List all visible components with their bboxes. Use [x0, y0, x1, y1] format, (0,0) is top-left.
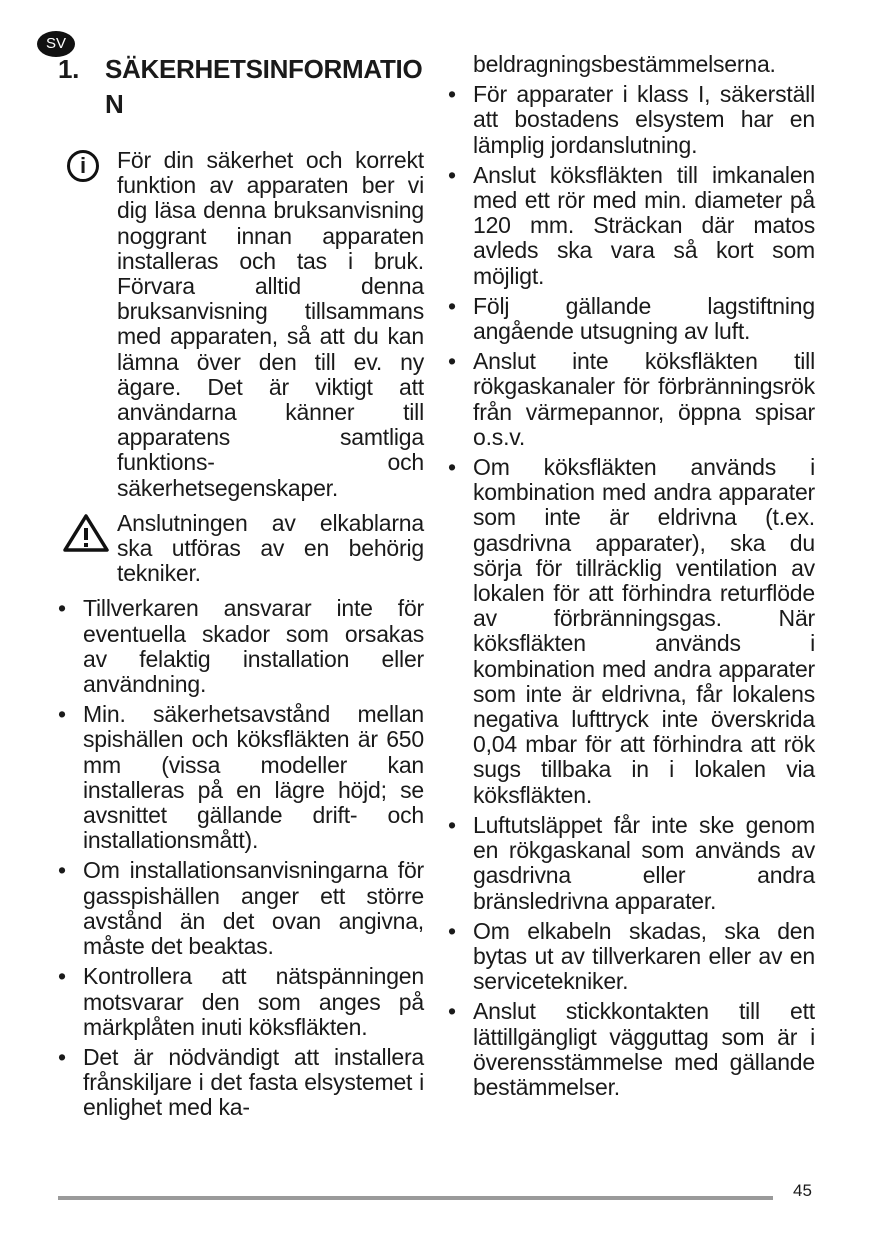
list-item: • Om installationsanvisningarna för gasspishällen anger ett större avstånd än det ovan angivna, måste det beaktas.	[58, 858, 424, 959]
list-item: • Tillverkaren ansvarar inte för eventuella skador som orsakas av felaktig installation eller användning.	[58, 596, 424, 697]
list-item: • Min. säkerhetsavstånd mellan spishällen och köksfläkten är 650 mm (vissa modeller kan installeras på en lägre höjd; se avsnittet gällande drift- och installationsmått).	[58, 702, 424, 853]
list-item: • Följ gällande lagstiftning angående utsugning av luft.	[448, 294, 815, 344]
list-item: • Om elkabeln skadas, ska den bytas ut av tillverkaren eller av en servicetekniker.	[448, 919, 815, 995]
right-column	[448, 52, 815, 1105]
warning-notice-text: Anslutningen av elkablarna ska utföras av en behörig tekniker.	[117, 509, 424, 587]
continued-text: beldragningsbestämmelserna.	[473, 51, 776, 77]
footer-rule	[58, 1196, 773, 1200]
section-title: SÄKERHETSINFORMATION	[105, 54, 423, 119]
list-item: • Luftutsläppet får inte ske genom en rökgaskanal som används av gasdrivna eller andra bränsledrivna apparater.	[448, 813, 815, 914]
list-item: • Anslut köksfläkten till imkanalen med ett rör med min. diameter på 120 mm. Sträckan där matos avleds ska vara så kort som möjligt.	[448, 163, 815, 289]
page-number: 45	[793, 1181, 812, 1200]
section-heading	[58, 52, 424, 122]
list-item: • Kontrollera att nätspänningen motsvarar den som anges på märkplåten inuti köksfläkten.	[58, 964, 424, 1040]
left-bullet-list	[58, 596, 424, 1120]
left-column	[58, 52, 424, 1126]
list-item: • Anslut inte köksfläkten till rökgaskanaler för förbränningsrök från värmepannor, öppna spisar o.s.v.	[448, 349, 815, 450]
info-notice-text: För din säkerhet och korrekt funktion av apparaten ber vi dig läsa denna bruksanvisning noggrant innan apparaten installeras och tas i bruk. Förvara alltid denna bruksanvisning tillsammans med apparaten, så att du kan lämna över den till ev. ny ägare. Det är viktigt att användarna känner till apparatens samtliga funktions- och säkerhetsegenskaper.	[117, 147, 424, 501]
list-item: • Om köksfläkten används i kombination med andra apparater som inte är eldrivna (t.ex. gasdrivna apparater), ska du sörja för tillräcklig ventilation av lokalen för att förhindra returflöde av förbränningsgas. När köksfläkten används i kombination med andra apparater som inte är eldrivna, får lokalens negativa lufttryck inte överskrida 0,04 mbar för att förhindra att rök sugs tillbaka in i lokalen via köksfläkten.	[448, 455, 815, 808]
list-item: • Anslut stickkontakten till ett lättillgängligt vägguttag som är i överensstämmelse med gällande bestämmelser.	[448, 999, 815, 1100]
warning-notice	[58, 511, 424, 587]
info-notice	[58, 148, 424, 501]
list-item: • För apparater i klass I, säkerställ att bostadens elsystem har en lämplig jordanslutning.	[448, 82, 815, 158]
language-badge: SV	[37, 31, 75, 57]
right-bullet-list	[448, 82, 815, 1100]
warning-icon	[62, 513, 110, 553]
info-icon: i	[67, 150, 99, 182]
list-item: • Det är nödvändigt att installera frånskiljare i det fasta elsystemet i enlighet med ka-	[58, 1045, 424, 1121]
section-number: 1.	[58, 54, 80, 84]
